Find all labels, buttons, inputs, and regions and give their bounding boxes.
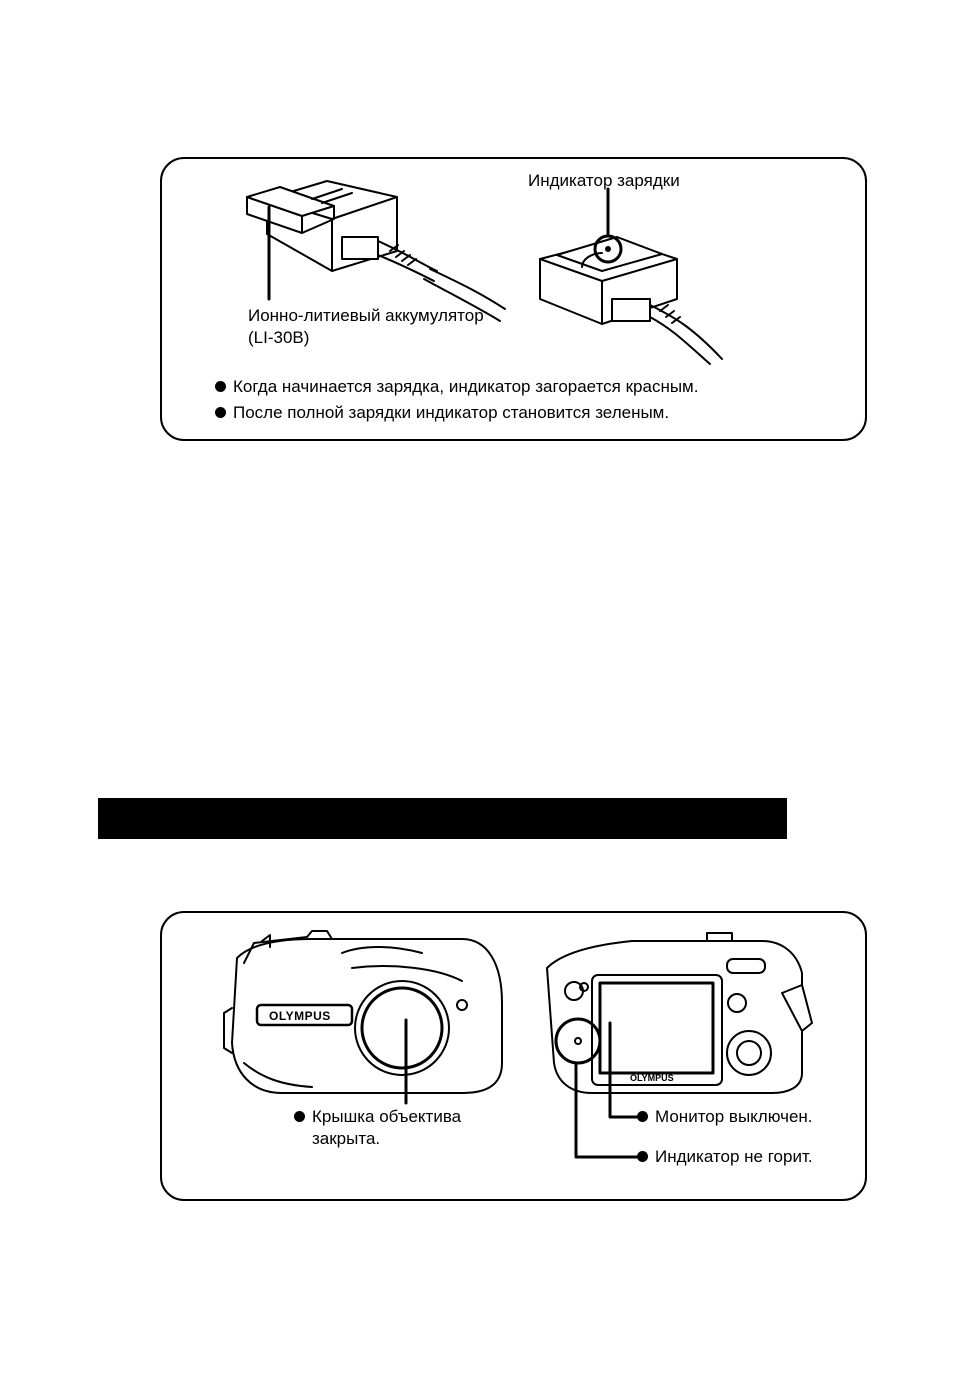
camera-front-illustration — [224, 931, 502, 1093]
charging-note-2: После полной зарядки индикатор становится зеленым. — [215, 402, 669, 423]
section-header-bar — [98, 798, 787, 839]
camera-panel — [160, 911, 867, 1201]
battery-charger-illustration — [162, 159, 869, 443]
charger-with-battery-drawing — [247, 181, 505, 321]
bullet-icon — [294, 1111, 305, 1122]
battery-label-line2: (LI-30B) — [248, 328, 310, 347]
lens-cover-note-line2: закрыта. — [312, 1129, 381, 1148]
bullet-icon — [215, 407, 226, 418]
brand-logo-front: OLYMPUS — [269, 1009, 331, 1023]
bullet-icon — [637, 1151, 648, 1162]
lens-cover-note: Крышка объектива — [294, 1106, 461, 1127]
camera-back-illustration — [547, 933, 812, 1093]
charger-indicator-drawing — [540, 236, 722, 364]
bullet-icon — [637, 1111, 648, 1122]
indicator-off-note: Индикатор не горит. — [637, 1146, 813, 1167]
battery-label-line1: Ионно-литиевый аккумулятор — [248, 306, 484, 325]
bullet-icon — [215, 381, 226, 392]
brand-logo-back: OLYMPUS — [630, 1073, 674, 1083]
charger-panel — [160, 157, 867, 441]
monitor-off-note: Монитор выключен. — [637, 1106, 813, 1127]
charging-note-1: Когда начинается зарядка, индикатор загорается красным. — [215, 376, 698, 397]
indicator-label: Индикатор зарядки — [528, 171, 680, 190]
